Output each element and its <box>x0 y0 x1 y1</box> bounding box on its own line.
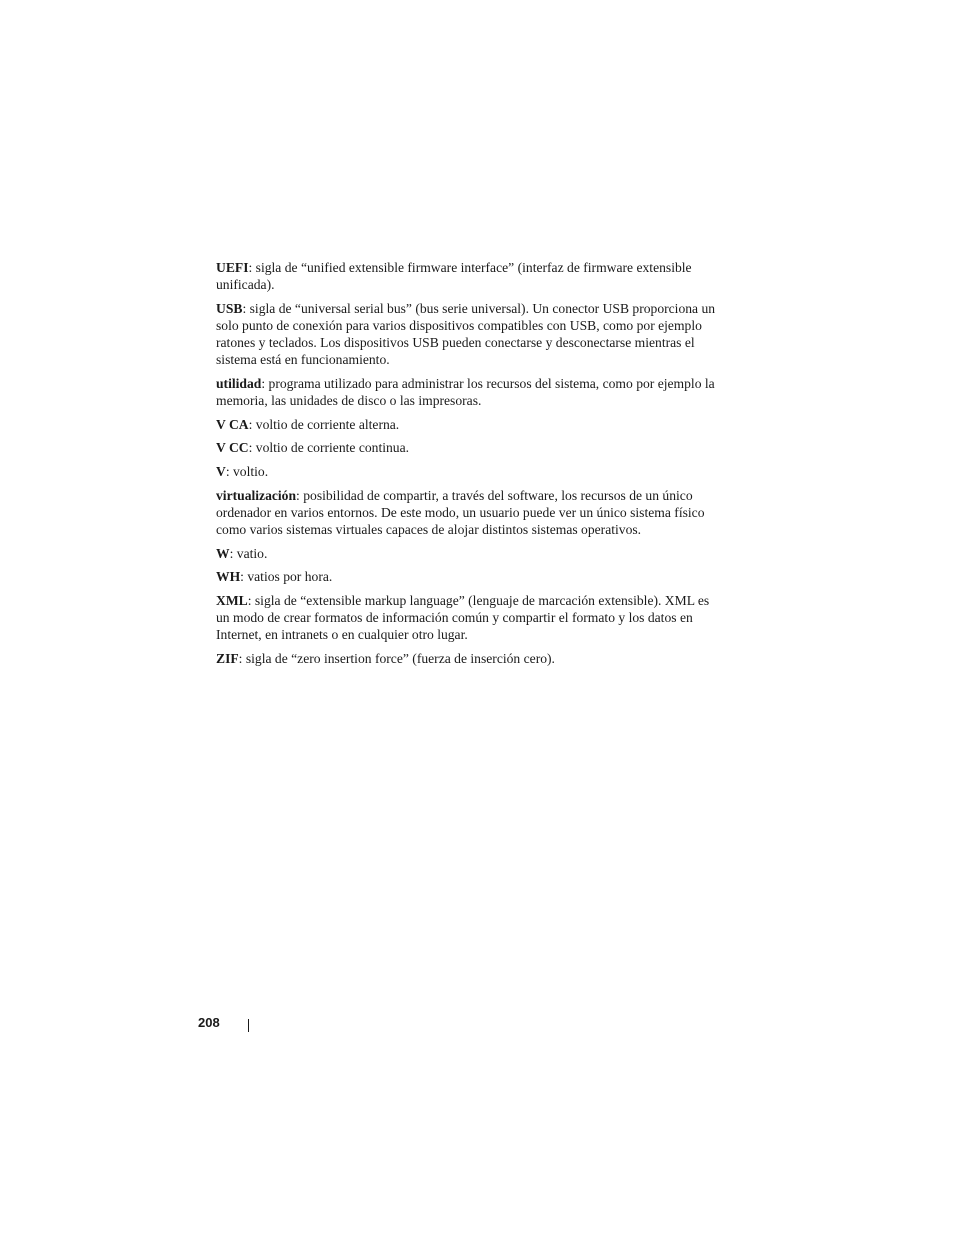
glossary-term: virtualización <box>216 487 297 503</box>
glossary-term: utilidad <box>216 376 262 391</box>
glossary-entry-virtualizacion <box>216 487 722 539</box>
glossary-definition: : voltio de corriente continua. <box>248 440 410 456</box>
glossary-term: V CC <box>216 440 249 456</box>
glossary-entry-uefi <box>216 259 722 293</box>
glossary-definition: : programa utilizado para administrar los recursos del sistema, como por ejemplo la memoria, las unidades de disco o las impresoras. <box>216 376 715 409</box>
glossary-entry-usb <box>216 300 722 369</box>
glossary-term: WH <box>216 569 241 585</box>
glossary-entry-xml <box>216 592 722 644</box>
glossary-definition: : posibilidad de compartir, a través del software, los recursos de un único ordenador en varios entornos. De este modo, un usuario puede ver un único sistema físico como varios sistemas virtuales capaces de alojar distintos sistemas operativos. <box>216 487 705 537</box>
glossary-definition: : vatio. <box>229 545 268 561</box>
glossary-term: V <box>216 463 226 479</box>
glossary-term: ZIF <box>216 650 239 666</box>
glossary-entry-v-ca <box>216 416 722 433</box>
glossary-entry-wh <box>216 568 722 585</box>
page-number: 208 <box>198 1015 220 1030</box>
glossary-term: XML <box>216 592 248 608</box>
glossary-list <box>216 259 722 673</box>
glossary-definition: : sigla de “extensible markup language” (lenguaje de marcación extensible). XML es un modo de crear formatos de información común y compartir el formato y los datos en Internet, en intranets o en cualquier otro lugar. <box>216 592 710 643</box>
glossary-entry-v <box>216 463 722 480</box>
glossary-definition: : sigla de “zero insertion force” (fuerza de inserción cero). <box>238 650 555 666</box>
glossary-entry-zif <box>216 650 722 667</box>
glossary-term: V CA <box>216 416 249 432</box>
glossary-definition: : sigla de “unified extensible firmware interface” (interfaz de firmware extensible unificada). <box>216 260 692 293</box>
glossary-term: W <box>216 545 230 561</box>
glossary-entry-utilidad <box>216 375 722 409</box>
glossary-definition: : voltio de corriente alterna. <box>248 416 400 432</box>
glossary-entry-w <box>216 545 722 562</box>
glossary-entry-v-cc <box>216 439 722 456</box>
glossary-definition: : voltio. <box>225 463 269 479</box>
glossary-term: UEFI <box>216 260 249 275</box>
glossary-definition: : sigla de “universal serial bus” (bus serie universal). Un conector USB proporciona un solo punto de conexión para varios dispositivos compatibles con USB, como por ejemplo ratones y teclados. Los dispositivos USB pueden conectarse y desconectarse mientras el sistema está en funcionamiento. <box>216 300 716 368</box>
glossary-term: USB <box>216 300 243 316</box>
glossary-definition: : vatios por hora. <box>240 569 333 585</box>
footer-divider <box>248 1019 249 1032</box>
